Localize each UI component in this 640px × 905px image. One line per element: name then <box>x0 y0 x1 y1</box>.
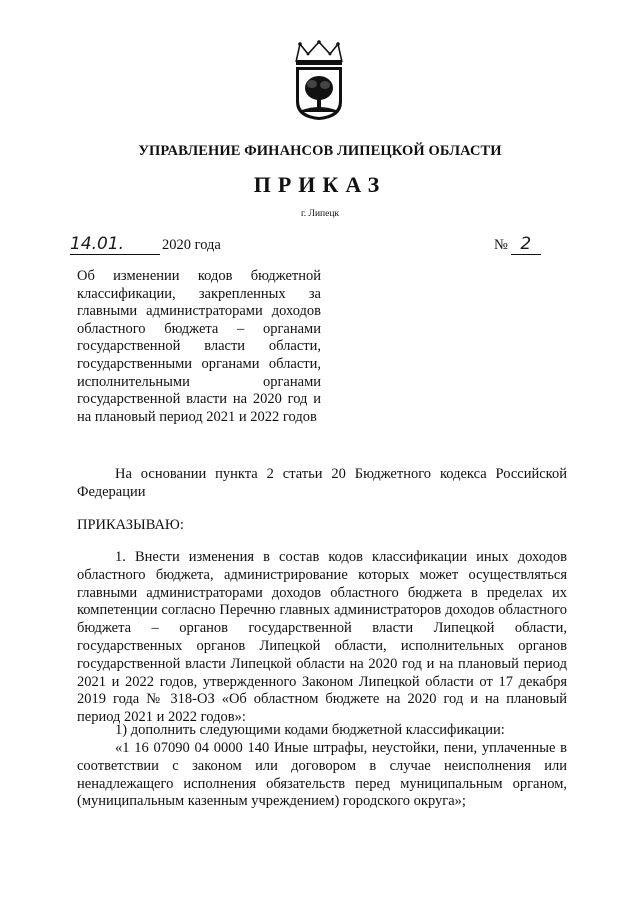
budget-code-quote-paragraph: «1 16 07090 04 0000 140 Иные штрафы, неустойки, пени, уплаченные в соответствии с законом или договором в случае неисполнения или ненадлежащего исполнения обязательств перед муниципальным органом, (муниципальным казенным учреждением) городского округа»; <box>77 740 567 810</box>
number-sign: № <box>494 237 508 253</box>
document-type-title: ПРИКАЗ <box>253 172 387 197</box>
subitem-1-paragraph: 1) дополнить следующими кодами бюджетной классификации: <box>115 722 505 738</box>
city-label: г. Липецк <box>300 209 340 219</box>
lipetsk-coat-of-arms-icon <box>290 40 348 122</box>
legal-basis-paragraph: На основании пункта 2 статьи 20 Бюджетного кодекса Российской Федерации <box>77 466 567 500</box>
organization-title: УПРАВЛЕНИЕ ФИНАНСОВ ЛИПЕЦКОЙ ОБЛАСТИ <box>138 143 502 159</box>
order-word: ПРИКАЗЫВАЮ: <box>77 517 184 533</box>
handwritten-number: 2 <box>511 234 541 255</box>
handwritten-date: 14.01. <box>70 234 125 254</box>
date-blank-field <box>70 234 160 255</box>
item-1-paragraph: 1. Внести изменения в состав кодов классификации иных доходов областного бюджета, администрирование которых может осуществляться главными администраторами доходов областного бюджета в пределах их компетенции согласно Перечню главных администраторов доходов областного бюджета – органов государственной власти Липецкой области, государственных органов Липецкой области, исполнительных органов государственной власти Липецкой области на 2020 год и на плановый период 2021 и 2022 годов, утвержденного Законом Липецкой области от 17 декабря 2019 года № 318-ОЗ «Об областном бюджете на 2020 год и на плановый период 2021 и 2022 годов»: <box>77 549 567 726</box>
date-line <box>70 234 221 255</box>
order-subject: Об изменении кодов бюджетной классификации, закрепленных за главными администраторами доходов областного бюджета – органами государственной власти области, государственными органами области, исполнительными органами государственной власти на 2020 год и на плановый период 2021 и 2022 годов <box>77 268 321 425</box>
date-year-text: 2020 года <box>162 237 221 253</box>
order-number-line <box>494 234 541 255</box>
